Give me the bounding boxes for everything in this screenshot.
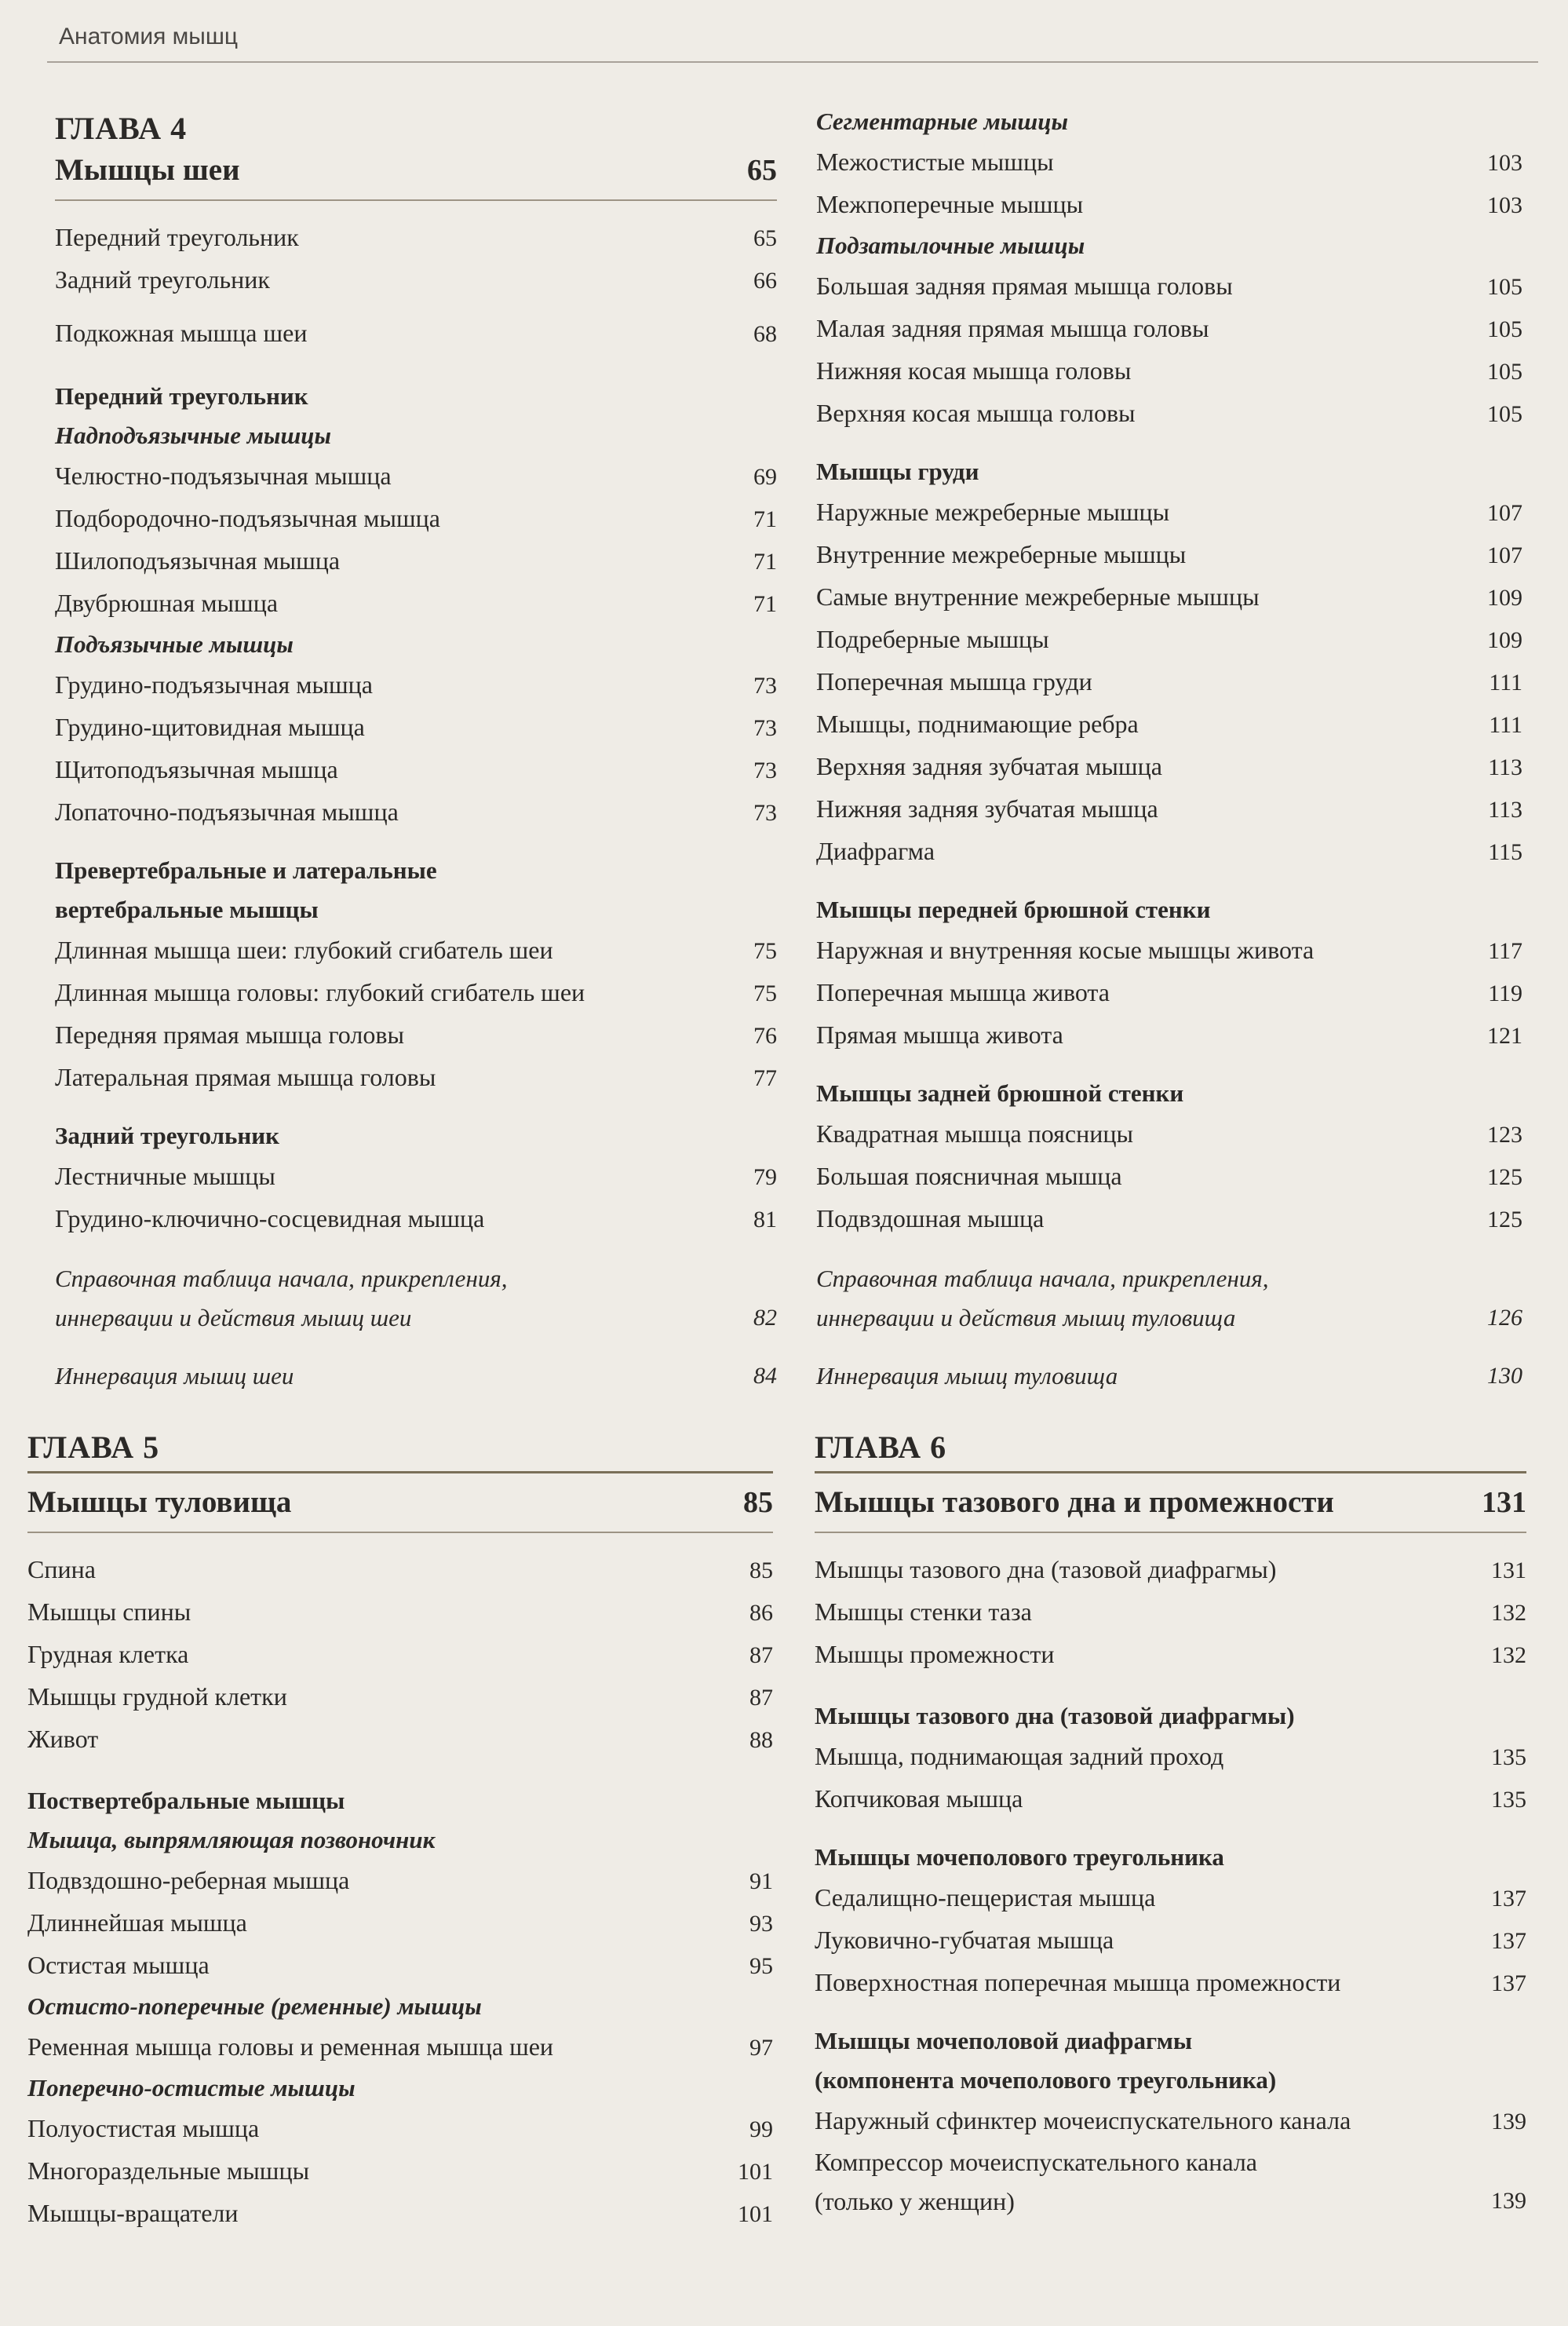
subgroup-title: Мышца, выпрямляющая позвоночник	[27, 1826, 436, 1853]
toc-entry[interactable]: Наружный сфинктер мочеиспускательного канала 139	[815, 2106, 1526, 2134]
toc-entry[interactable]: Малая задняя прямая мышца головы 105	[816, 314, 1522, 342]
group-title: Мышцы мочеполовой диафрагмы (компонента мочеполового треугольника)	[815, 2027, 1277, 2094]
toc-entry[interactable]: Внутренние межреберные мышцы 107	[816, 540, 1522, 568]
toc-entry[interactable]: Большая поясничная мышца 125	[816, 1162, 1522, 1190]
toc-entry[interactable]: Латеральная прямая мышца головы 77	[55, 1063, 777, 1091]
toc-entry[interactable]: Наружные межреберные мышцы 107	[816, 498, 1522, 526]
group-title: Мышцы мочеполового треугольника	[815, 1843, 1224, 1871]
toc-entry[interactable]: Задний треугольник 66	[55, 265, 777, 294]
chapter-4-intro-list	[55, 217, 777, 355]
toc-entry[interactable]: Грудино-ключично-сосцевидная мышца 81	[55, 1204, 777, 1232]
header-rule	[47, 61, 1538, 63]
chapter-4-label: ГЛАВА 4	[55, 111, 188, 146]
toc-entry[interactable]: Мышцы промежности 132	[815, 1640, 1526, 1668]
toc-entry[interactable]: Лестничные мышцы 79	[55, 1162, 777, 1190]
chapter-5-title: Мышцы туловища	[27, 1485, 292, 1519]
chapter-5-title-page: 85	[743, 1486, 773, 1519]
toc-entry[interactable]: Полуостистая мышца 99	[27, 2114, 773, 2142]
chapter-6-column	[815, 1429, 1526, 2221]
toc-entry[interactable]: Мышцы стенки таза 132	[815, 1598, 1526, 1626]
toc-entry[interactable]: Седалищно-пещеристая мышца 137	[815, 1883, 1526, 1912]
toc-entry[interactable]: Поверхностная поперечная мышца промежности 137	[815, 1968, 1526, 1996]
toc-entry[interactable]: Передний треугольник 65	[55, 223, 777, 251]
toc-entry[interactable]: Шилоподъязычная мышца 71	[55, 546, 777, 575]
subgroup-title: Подъязычные мышцы	[55, 630, 294, 658]
subgroup-title: Остисто-поперечные (ременные) мышцы	[27, 1992, 482, 2020]
toc-entry[interactable]: Поперечная мышца живота 119	[816, 978, 1522, 1006]
group-title: Задний треугольник	[55, 1122, 279, 1149]
toc-entry[interactable]: Мышца, поднимающая задний проход 135	[815, 1742, 1526, 1770]
chapter-6-title: Мышцы тазового дна и промежности	[815, 1485, 1334, 1519]
toc-entry[interactable]: Нижняя задняя зубчатая мышца 113	[816, 794, 1522, 823]
toc-entry[interactable]: Мышцы спины 86	[27, 1598, 773, 1626]
chapter-4-title: Мышцы шеи	[55, 153, 240, 187]
chapter-6-title-row[interactable]	[815, 1484, 1526, 1532]
chapter-4-title-page: 65	[747, 154, 777, 187]
chapter-4-title-row[interactable]	[55, 152, 777, 199]
chapter-6-sub-rule	[815, 1532, 1526, 1533]
toc-entry[interactable]: Прямая мышца живота 121	[816, 1021, 1522, 1049]
toc-entry[interactable]: Многораздельные мышцы 101	[27, 2156, 773, 2185]
toc-entry[interactable]: Верхняя косая мышца головы 105	[816, 399, 1522, 427]
toc-entry[interactable]: Мышцы, поднимающие ребра 111	[816, 710, 1522, 738]
toc-entry[interactable]: Квадратная мышца поясницы 123	[816, 1119, 1522, 1148]
toc-entry[interactable]: Двубрюшная мышца 71	[55, 589, 777, 617]
group-title: Мышцы передней брюшной стенки	[816, 896, 1211, 923]
toc-entry[interactable]: Верхняя задняя зубчатая мышца 113	[816, 752, 1522, 780]
toc-entry[interactable]: Длинная мышца головы: глубокий сгибатель шеи 75	[55, 978, 777, 1006]
chapter-6-label: ГЛАВА 6	[815, 1430, 947, 1465]
group-title: Передний треугольник	[55, 382, 308, 410]
toc-entry[interactable]: Мышцы грудной клетки 87	[27, 1682, 773, 1711]
toc-entry[interactable]: Грудино-подъязычная мышца 73	[55, 670, 777, 699]
toc-entry[interactable]: Живот 88	[27, 1725, 773, 1753]
subgroup-title: Поперечно-остистые мышцы	[27, 2074, 356, 2101]
toc-entry[interactable]: Большая задняя прямая мышца головы 105	[816, 272, 1522, 300]
toc-entry[interactable]: Компрессор мочеиспускательного канала (только у женщин) 139	[815, 2148, 1526, 2215]
toc-entry[interactable]: Длиннейшая мышца 93	[27, 1908, 773, 1937]
chapter-6-rule	[815, 1471, 1526, 1473]
toc-entry[interactable]: Длинная мышца шеи: глубокий сгибатель шеи 75	[55, 936, 777, 964]
chapter-4-column	[55, 110, 777, 1396]
toc-note-entry[interactable]: Справочная таблица начала, прикрепления, иннервации и действия мышц туловища 126	[816, 1265, 1522, 1331]
toc-entry[interactable]: Щитоподъязычная мышца 73	[55, 755, 777, 783]
toc-entry[interactable]: Луковично-губчатая мышца 137	[815, 1926, 1526, 1954]
group-title: Мышцы тазового дна (тазовой диафрагмы)	[815, 1702, 1295, 1729]
toc-entry[interactable]: Копчиковая мышца 135	[815, 1784, 1526, 1813]
chapter-5-sub-rule	[27, 1532, 773, 1533]
toc-entry[interactable]: Грудная клетка 87	[27, 1640, 773, 1668]
toc-entry[interactable]: Мышцы-вращатели 101	[27, 2199, 773, 2227]
toc-entry[interactable]: Межостистые мышцы 103	[816, 148, 1522, 176]
toc-entry[interactable]: Поперечная мышца груди 111	[816, 667, 1522, 696]
toc-entry[interactable]: Подвздошно-реберная мышца 91	[27, 1866, 773, 1894]
toc-entry[interactable]: Нижняя косая мышца головы 105	[816, 356, 1522, 385]
toc-entry[interactable]: Передняя прямая мышца головы 76	[55, 1021, 777, 1049]
toc-entry[interactable]: Подбородочно-подъязычная мышца 71	[55, 504, 777, 532]
running-head: Анатомия мышц	[59, 24, 239, 49]
toc-entry[interactable]: Наружная и внутренняя косые мышцы живота 117	[816, 936, 1522, 964]
toc-entry[interactable]: Самые внутренние межреберные мышцы 109	[816, 582, 1522, 611]
toc-entry[interactable]: Подвздошная мышца 125	[816, 1204, 1522, 1232]
toc-entry[interactable]: Диафрагма 115	[816, 837, 1522, 865]
toc-entry[interactable]: Подреберные мышцы 109	[816, 625, 1522, 653]
toc-entry[interactable]: Спина 85	[27, 1555, 773, 1583]
chapter-5-rule	[27, 1471, 773, 1473]
subgroup-title: Подзатылочные мышцы	[816, 232, 1085, 259]
chapter-4-rule	[55, 199, 777, 201]
subgroup-title: Сегментарные мышцы	[816, 108, 1068, 135]
toc-entry[interactable]: Ременная мышца головы и ременная мышца шеи 97	[27, 2032, 773, 2061]
toc-entry[interactable]: Межпоперечные мышцы 103	[816, 190, 1522, 218]
toc-entry[interactable]: Лопаточно-подъязычная мышца 73	[55, 798, 777, 826]
toc-note-entry[interactable]: Иннервация мышц туловища 130	[816, 1362, 1522, 1389]
toc-entry[interactable]: Грудино-щитовидная мышца 73	[55, 713, 777, 741]
group-title: Мышцы задней брюшной стенки	[816, 1079, 1184, 1107]
toc-note-entry[interactable]: Справочная таблица начала, прикрепления, иннервации и действия мышц шеи 82	[55, 1265, 777, 1331]
toc-note-entry[interactable]: Иннервация мышц шеи 84	[55, 1362, 777, 1389]
group-title: Мышцы груди	[816, 458, 979, 485]
chapter-5-continuation-column	[816, 102, 1522, 1396]
chapter-5-title-row[interactable]	[27, 1484, 773, 1532]
group-title: Поствертебральные мышцы	[27, 1787, 345, 1814]
toc-entry[interactable]: Подкожная мышца шеи 68	[55, 319, 777, 347]
toc-entry[interactable]: Остистая мышца 95	[27, 1951, 773, 1979]
chapter-6-title-page: 131	[1482, 1486, 1526, 1519]
subgroup-title: Надподъязычные мышцы	[55, 422, 332, 449]
chapter-5-column	[27, 1429, 773, 2235]
chapter-5-label: ГЛАВА 5	[27, 1430, 160, 1465]
toc-entry[interactable]: Мышцы тазового дна (тазовой диафрагмы) 131	[815, 1555, 1526, 1583]
group-title: Превертебральные и латеральные вертебральные мышцы	[55, 856, 437, 923]
toc-entry[interactable]: Челюстно-подъязычная мышца 69	[55, 462, 777, 490]
